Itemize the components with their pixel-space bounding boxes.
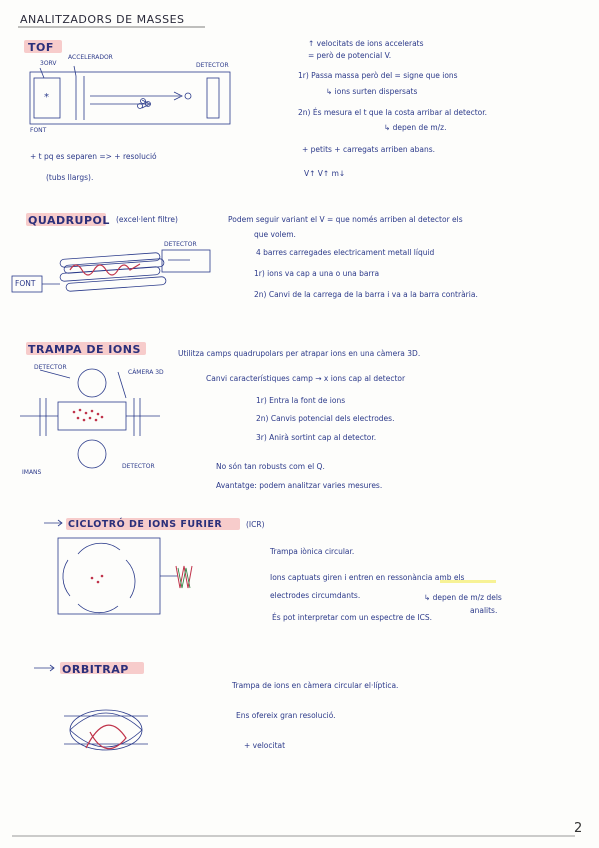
trampa-note: Utilitza camps quadrupolars per atrapar ions en una càmera 3D. <box>178 349 421 358</box>
tof-note: 2n) És mesura el t que la costa arribar al detector. <box>298 108 487 117</box>
source-star-icon: * <box>44 92 49 103</box>
trampa-note: No són tan robusts com el Q. <box>216 462 325 471</box>
orbitrap-note: Trampa de ions en càmera circular el·líptica. <box>232 681 399 690</box>
tof-source-label: FONT <box>30 127 47 134</box>
trampa-chamber-label: CÀMERA 3D <box>128 369 164 376</box>
tof-diagram <box>30 66 230 124</box>
quadrupol-note: 4 barres carregades electricament metall líquid <box>256 248 435 257</box>
quadrupol-diagram <box>12 250 210 292</box>
quadrupol-note: 2n) Canvi de la carrega de la barra i va a la barra contrària. <box>254 290 478 299</box>
tof-left-note: (tubs llargs). <box>46 173 94 182</box>
icr-note: analits. <box>470 606 498 615</box>
page-title: ANALITZADORS DE MASSES <box>20 13 185 26</box>
trampa-note: 2n) Canvis potencial dels electrodes. <box>256 414 395 423</box>
trampa-note: Canvi característiques camp → x ions cap al detector <box>206 374 406 383</box>
trapped-ions <box>73 409 104 422</box>
trampa-detector-bottom-label: DETECTOR <box>122 463 155 470</box>
icr-note: Trampa iònica circular. <box>270 547 355 556</box>
icr-heading: CICLOTRÓ DE IONS FURIER <box>68 519 223 530</box>
orbit-path <box>86 725 126 749</box>
icr-diagram <box>58 538 178 614</box>
tof-heading: TOF <box>28 41 54 54</box>
orbitrap-heading: ORBITRAP <box>62 663 129 676</box>
ion-trajectory <box>70 264 140 275</box>
tof-note: 1r) Passa massa però del = signe que ions <box>298 71 458 80</box>
quadrupol-heading: QUADRUPOL <box>28 214 110 227</box>
icr-note: És pot interpretar com un espectre de ICS. <box>272 613 433 622</box>
icr-note: Ions captuats giren i entren en ressonància amb els <box>270 573 465 582</box>
icr-ions <box>91 575 104 584</box>
page-number: 2 <box>574 821 583 836</box>
trampa-heading: TRAMPA DE IONS <box>28 343 141 356</box>
tof-detector-label: DETECTOR <box>196 62 229 69</box>
trampa-magnets-label: IMANS <box>22 469 42 476</box>
quadrupol-detector-label: DETECTOR <box>164 241 197 248</box>
tof-note: ↳ depen de m/z. <box>384 123 447 132</box>
tof-note: V↑ V↑ m↓ <box>304 169 346 178</box>
quadrupol-subtitle: (excel·lent filtre) <box>116 215 178 224</box>
trampa-note: 1r) Entra la font de ions <box>256 396 346 405</box>
orbitrap-note: + velocitat <box>244 741 286 750</box>
quadrupol-note: 1r) ions va cap a una o una barra <box>254 269 380 278</box>
quadrupol-note: que volem. <box>254 230 296 239</box>
icr-note: ↳ depen de m/z dels <box>424 593 502 602</box>
tof-note: ↑ velocitats de ions accelerats <box>308 39 424 48</box>
quadrupol-source-label: FONT <box>15 279 36 288</box>
tof-source-short-label: 3ORV <box>40 60 57 67</box>
trampa-note: Avantatge: podem analitzar varies mesures. <box>216 481 383 490</box>
trampa-detector-top-label: DETECTOR <box>34 364 67 371</box>
tof-note: ↳ ions surten dispersats <box>326 87 418 96</box>
trampa-note: 3r) Anirà sortint cap al detector. <box>256 433 377 442</box>
tof-left-note: + t pq es separen => + resolució <box>30 152 157 161</box>
orbitrap-note: Ens ofereix gran resolució. <box>236 711 336 720</box>
icr-note: electrodes circumdants. <box>270 591 361 600</box>
quadrupol-note: Podem seguir variant el V = que només arriben al detector els <box>228 215 463 224</box>
icr-abbr: (ICR) <box>246 520 265 529</box>
orbitrap-diagram <box>64 710 148 750</box>
tof-accelerator-label: ACCELERADOR <box>68 54 113 61</box>
tof-note: = però de potencial V. <box>308 51 392 60</box>
tof-note: + petits + carregats arriben abans. <box>302 145 435 154</box>
